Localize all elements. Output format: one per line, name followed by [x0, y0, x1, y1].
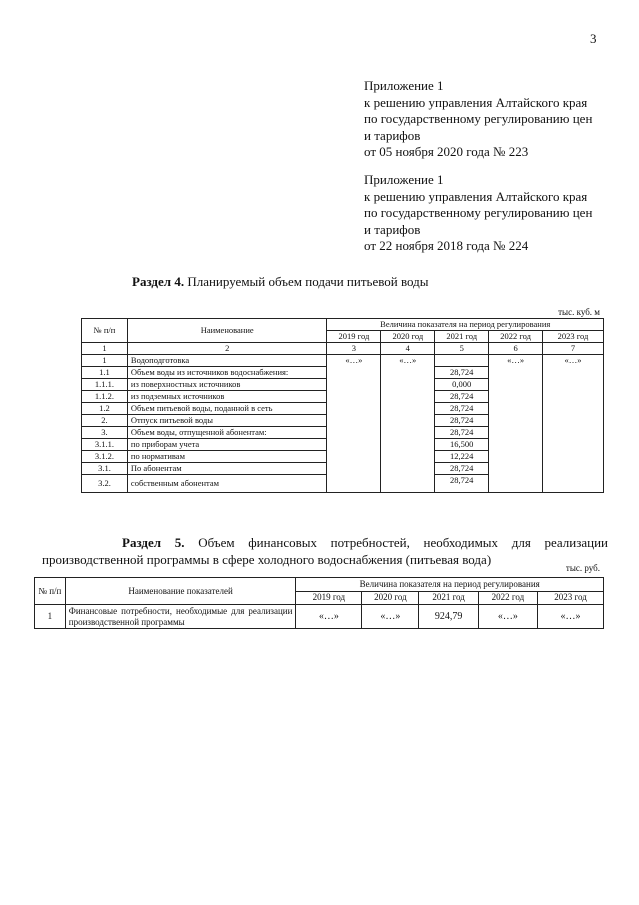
header-year: 2020 год — [381, 331, 435, 343]
header-year: 2020 год — [362, 591, 419, 605]
appendix-line: и тарифов — [364, 127, 421, 143]
cell-2021: 28,724 — [435, 463, 489, 475]
appendix-line: к решению управления Алтайского края — [364, 188, 588, 204]
header-num: № п/п — [82, 319, 128, 343]
header-period: Величина показателя на период регулирования — [296, 578, 604, 592]
section4-title: Планируемый объем подачи питьевой воды — [187, 274, 429, 289]
row-name: Объем воды из источников водоснабжения: — [127, 367, 327, 379]
table-row — [82, 355, 604, 367]
cell-2021: 28,724 — [435, 427, 489, 439]
cell-2021: 28,724 — [435, 415, 489, 427]
header-year: 2021 год — [419, 591, 478, 605]
appendix-line: Приложение 1 — [364, 172, 444, 187]
cell-2021: 924,79 — [419, 605, 478, 629]
cell-2019: «…» — [296, 605, 362, 629]
row-num: 1 — [82, 355, 128, 367]
col-number: 1 — [82, 343, 128, 355]
row-name: собственным абонентам — [127, 475, 327, 493]
appendix-line: от 05 ноября 2020 года № 223 — [364, 144, 529, 159]
row-num: 1 — [35, 605, 66, 629]
header-name: Наименование — [127, 319, 327, 343]
appendix-line: к решению управления Алтайского края — [364, 94, 588, 110]
cell-2020: «…» — [362, 605, 419, 629]
header-year: 2021 год — [435, 331, 489, 343]
section5-title: Объем финансовых потребностей, необходимых для реализации производственной программы в сфере холодного водоснабжения (питьевая вода) — [42, 535, 609, 567]
page-number: 3 — [590, 31, 597, 46]
section4-label: Раздел 4. — [132, 274, 185, 289]
row-name: Объем воды, отпущенной абонентам: — [127, 427, 327, 439]
col-number: 5 — [435, 343, 489, 355]
section5-unit: тыс. руб. — [565, 563, 600, 573]
row-num: 3.2. — [82, 475, 128, 493]
appendix-line: и тарифов — [364, 221, 421, 237]
appendix-header-old — [364, 172, 624, 255]
header-year: 2022 год — [478, 591, 537, 605]
appendix-line: Приложение 1 — [364, 78, 444, 93]
row-name: Отпуск питьевой воды — [127, 415, 327, 427]
section4-unit: тыс. куб. м — [558, 307, 600, 317]
header-period: Величина показателя на период регулирования — [327, 319, 604, 331]
cell-2023: «…» — [538, 605, 604, 629]
row-num: 3.1.2. — [82, 451, 128, 463]
header-num: № п/п — [35, 578, 66, 605]
cell-2020: «…» — [381, 355, 435, 493]
cell-2021 — [435, 355, 489, 367]
col-number: 7 — [543, 343, 604, 355]
row-num: 1.1.2. — [82, 391, 128, 403]
header-year: 2019 год — [296, 591, 362, 605]
table-row — [35, 605, 604, 629]
col-number: 4 — [381, 343, 435, 355]
row-name: Финансовые потребности, необходимые для реализации производственной программы — [65, 605, 296, 629]
cell-2019: «…» — [327, 355, 381, 493]
section4-table — [81, 318, 604, 493]
section5-table — [34, 577, 604, 629]
cell-2021: 12,224 — [435, 451, 489, 463]
cell-2021: 28,724 — [435, 391, 489, 403]
appendix-line: по государственному регулированию цен — [364, 111, 593, 126]
cell-2021: 28,724 — [435, 475, 489, 493]
section4-heading — [132, 274, 429, 290]
col-number: 2 — [127, 343, 327, 355]
row-name: По абонентам — [127, 463, 327, 475]
row-num: 1.1.1. — [82, 379, 128, 391]
row-name: по приборам учета — [127, 439, 327, 451]
row-name: Объем питьевой воды, поданной в сеть — [127, 403, 327, 415]
cell-2021: 0,000 — [435, 379, 489, 391]
row-name: Водоподготовка — [127, 355, 327, 367]
appendix-line: от 22 ноября 2018 года № 224 — [364, 238, 529, 253]
appendix-header-new — [364, 78, 624, 161]
header-year: 2019 год — [327, 331, 381, 343]
row-num: 1.1 — [82, 367, 128, 379]
header-year: 2022 год — [489, 331, 543, 343]
cell-2021: 28,724 — [435, 403, 489, 415]
cell-2022: «…» — [489, 355, 543, 493]
header-year: 2023 год — [543, 331, 604, 343]
row-name: по нормативам — [127, 451, 327, 463]
cell-2021: 16,500 — [435, 439, 489, 451]
row-num: 3.1. — [82, 463, 128, 475]
section5-label: Раздел 5. — [122, 535, 185, 550]
cell-2023: «…» — [543, 355, 604, 493]
col-number: 3 — [327, 343, 381, 355]
row-name: из поверхностных источников — [127, 379, 327, 391]
row-num: 2. — [82, 415, 128, 427]
row-num: 3.1.1. — [82, 439, 128, 451]
row-num: 3. — [82, 427, 128, 439]
cell-2021: 28,724 — [435, 367, 489, 379]
header-year: 2023 год — [538, 591, 604, 605]
header-name: Наименование показателей — [65, 578, 296, 605]
row-name: из подземных источников — [127, 391, 327, 403]
appendix-line: по государственному регулированию цен — [364, 205, 593, 220]
cell-2022: «…» — [478, 605, 537, 629]
row-num: 1.2 — [82, 403, 128, 415]
section5-heading — [42, 534, 608, 568]
col-number: 6 — [489, 343, 543, 355]
